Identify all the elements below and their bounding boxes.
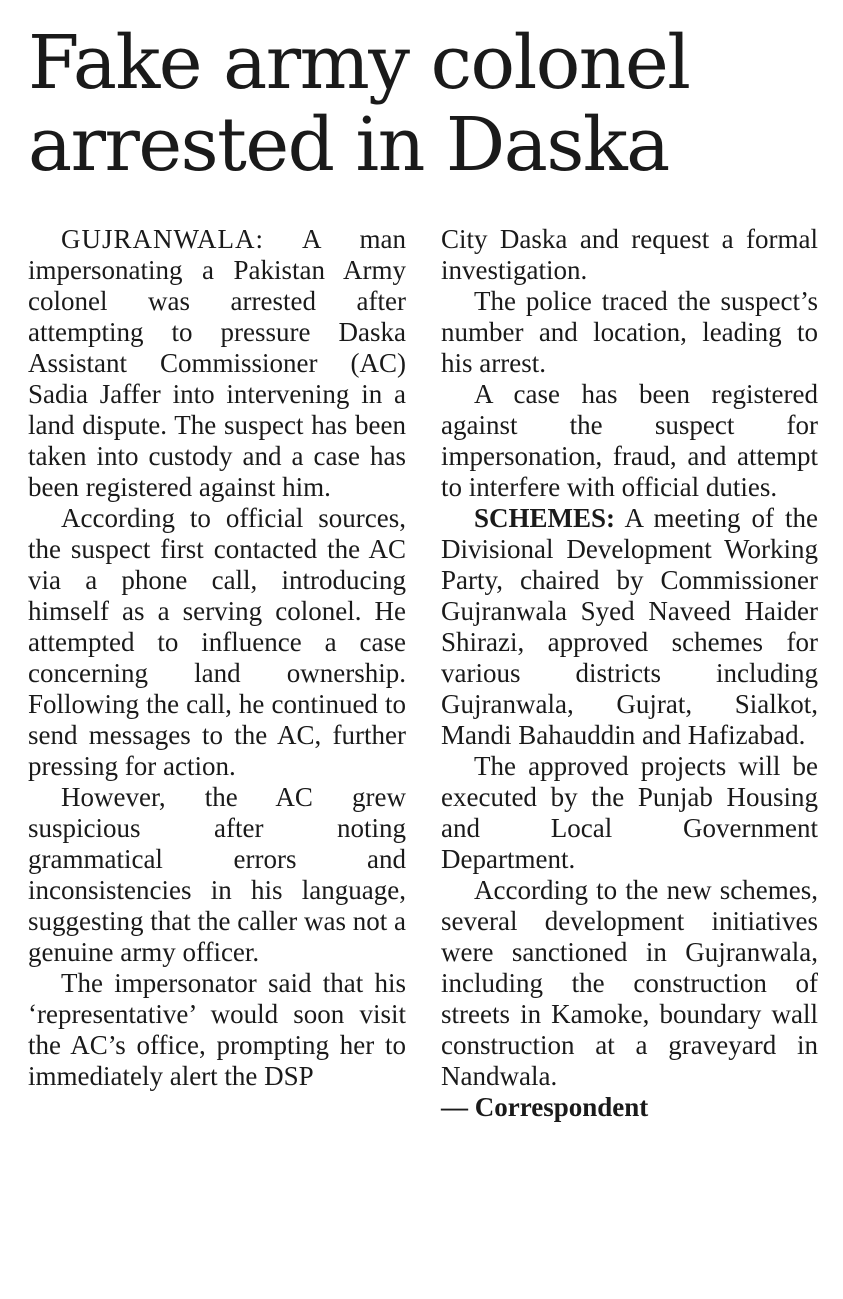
paragraph-text: The police traced the suspect’s number and location, leading to his arrest. xyxy=(441,286,818,378)
paragraph-text: The impersonator said that his ‘representative’ would soon visit the AC’s office, prompting her to immediately alert the DSP xyxy=(28,968,406,1091)
article-paragraph xyxy=(28,224,406,503)
paragraph-text: A man impersonating a Pakistan Army colonel was arrested after attempting to pressure Daska Assistant Commissioner (AC) Sadia Jaffer into intervening in a land dispute. The suspect has been taken into custody and a case has been registered against him. xyxy=(28,224,406,502)
paragraph-text: The approved projects will be executed by the Punjab Housing and Local Government Department. xyxy=(441,751,818,874)
headline: Fake army colonel arrested in Daska xyxy=(28,20,690,188)
article-paragraph xyxy=(441,875,818,1092)
article-paragraph xyxy=(441,751,818,875)
dateline: GUJRANWALA: xyxy=(61,224,264,254)
paragraph-text: According to official sources, the suspect first contacted the AC via a phone call, introducing himself as a serving colonel. He attempted to influence a case concerning land ownership. Following the call, he continued to send messages to the AC, further pressing for action. xyxy=(28,503,406,781)
article-paragraph xyxy=(441,286,818,379)
article-column-right xyxy=(441,224,818,1123)
paragraph-text: According to the new schemes, several development initiatives were sanctioned in Gujranwala, including the construction of streets in Kamoke, boundary wall construction at a graveyard in Nandwala. xyxy=(441,875,818,1091)
article-paragraph xyxy=(28,782,406,968)
article-paragraph xyxy=(441,379,818,503)
article-paragraph-continued xyxy=(441,224,818,286)
paragraph-text: However, the AC grew suspicious after noting grammatical errors and inconsistencies in his language, suggesting that the caller was not a genuine army officer. xyxy=(28,782,406,967)
byline: — Correspondent xyxy=(441,1092,649,1122)
paragraph-text: City Daska and request a formal investigation. xyxy=(441,224,818,285)
article-paragraph xyxy=(28,968,406,1092)
article-paragraph xyxy=(28,503,406,782)
article-paragraph xyxy=(441,503,818,751)
paragraph-text: A case has been registered against the suspect for impersonation, fraud, and attempt to interfere with official duties. xyxy=(441,379,818,502)
section-lead-in: SCHEMES: xyxy=(474,503,616,533)
article-column-left xyxy=(28,224,406,1092)
paragraph-text: A meeting of the Divisional Development Working Party, chaired by Commissioner Gujranwala Syed Naveed Haider Shirazi, approved schemes for various districts including Gujranwala, Gujrat, Sialkot, Mandi Bahauddin and Hafizabad. xyxy=(441,503,818,750)
